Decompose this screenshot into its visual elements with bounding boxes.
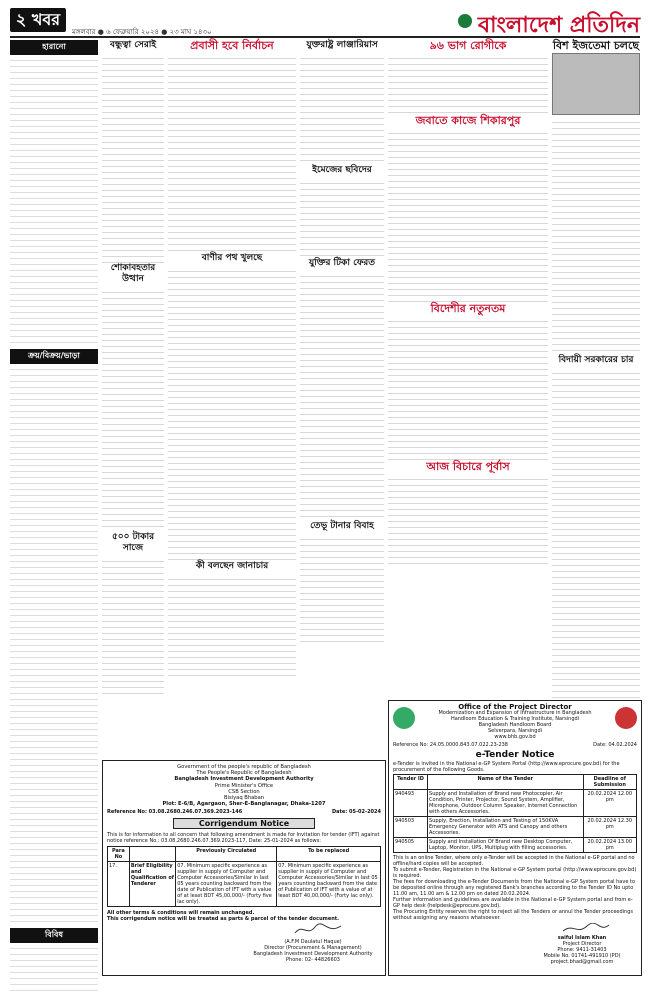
article-text <box>168 53 296 253</box>
headline: জবাতে কাজে শিকারপুর <box>415 114 521 127</box>
article-text <box>300 271 384 521</box>
classified-text-block <box>10 364 98 924</box>
etender-paragraph: The fees for downloading the e-Tender Documents from the National e-GP System portal have to be deposited online through any registered Bank's branches according to the Tender ID No upto 11.00 am, 11.00 am & 12.00 pm on dated 20.02.2024. <box>393 879 636 897</box>
newspaper-brand: বাংলাদেশ প্রতিদিন <box>477 12 640 38</box>
government-emblem-icon <box>393 707 415 729</box>
table-cell: Supply and Installation of Brand new Photocopier, Air Condition, Printer, Projector, Sound System, Amplifier, Microphone, Outdoor Column Speaker, Internet Connection with others Accessories. <box>428 790 584 817</box>
headline: ইমেজের ছবিদের <box>312 165 372 175</box>
dateline: মঙ্গলবার ● ৬ ফেব্রুয়ারি ২০২৪ ● ২৩ মাঘ ১৪৩০ <box>72 28 212 36</box>
article-text <box>552 117 640 355</box>
corrigendum-notice <box>102 760 386 976</box>
gov-line: Bangladesh Investment Development Authority <box>174 776 314 783</box>
etender-table <box>393 774 637 853</box>
signatory-name: saiful Islam Khan <box>557 935 607 941</box>
etender-notice <box>388 700 642 976</box>
article-text <box>168 266 296 561</box>
org-line: Modernization and Expansion of Infrastructure in Bangladesh <box>438 710 592 716</box>
headline: কী বলছেন জানাচার <box>195 561 269 571</box>
classified-text-block <box>10 943 98 993</box>
corrigendum-body: This is for information to all concern that following amendment is made for Invitation for tender (IFT) against notice reference No.: 03.08.2680.246.07.369.2023-117, Date: 25-01-2024 as follows: <box>107 832 380 845</box>
table-header: Previously Circulated <box>176 847 277 862</box>
org-web: www.bhb.gov.bd <box>494 734 536 740</box>
article-text <box>388 128 548 303</box>
corrigendum-table <box>107 846 381 907</box>
article-text <box>102 53 164 263</box>
org-line: Office of the Project Director <box>458 703 572 711</box>
corrigendum-foot: All other terms & conditions will remain unchanged. <box>107 910 255 917</box>
page-number: ২ খবর <box>10 8 66 32</box>
classified-heading-buy-sell: ক্রয়/বিক্রয়/ভাড়া <box>10 349 98 364</box>
etender-date: Date: 04.02.2024 <box>593 742 637 748</box>
classified-heading-misc: বিবিধ <box>10 928 98 943</box>
table-cell: Supply and Installation Of Brand new Desktop Computer, Laptop, Monitor, UPS, Multiplug with filling accessories. <box>428 838 584 853</box>
article-text <box>552 368 640 698</box>
article-text <box>300 178 384 258</box>
news-column-5 <box>388 40 548 564</box>
gov-line: Bisiyaq Bhaban <box>223 795 265 802</box>
news-column-3 <box>168 40 296 679</box>
gov-line: CSB Section <box>228 788 260 795</box>
corrigendum-title: Corrigendum Notice <box>173 818 315 829</box>
table-cell: 20.02.2024 12.00 pm <box>583 790 636 817</box>
headline: যুক্তরাষ্ট্র লাঞ্জারিয়াস <box>306 40 378 50</box>
article-text <box>168 574 296 679</box>
signature-icon <box>561 923 611 935</box>
table-row <box>394 838 637 853</box>
table-cell: 20.02.2024 13.00 pm <box>583 838 636 853</box>
table-cell: 17. <box>108 862 130 907</box>
table-cell: 07. Minimum specific experience as supplier in supply of Computer and Computer Accessories/Similar in last 05 years counting backward from the date of Publication of IFT with a value of at least BDT 45,00,000/- (Forty five lac only). <box>176 862 277 907</box>
classified-heading-lost: হারানো <box>10 40 98 55</box>
table-header: Tender ID <box>394 775 428 790</box>
table-cell: Supply, Erection, Installation and Testing of 150KVA Emergency Generator with ATS and Canopy and others Accessories. <box>428 817 584 838</box>
signatory-phone: Phone: 02- 44826603 <box>286 957 340 963</box>
article-text <box>102 287 164 532</box>
board-logo-icon <box>615 707 637 729</box>
signatory-email: project.bhad@gmail.com <box>550 959 614 965</box>
signatory-org: Bangladesh Investment Development Authority <box>253 951 373 957</box>
news-column-6 <box>552 40 640 698</box>
etender-title: e-Tender Notice <box>475 750 555 760</box>
article-text <box>388 474 548 564</box>
headline: প্রবাসী হবে নির্বাচন <box>190 39 274 52</box>
article-text <box>102 556 164 696</box>
signatory-title: Project Director <box>562 941 602 947</box>
gov-line: Government of the people's republic of Bangladesh <box>177 764 311 770</box>
org-line: Handloom Education & Training Institute, Narsingdi <box>450 716 580 722</box>
headline: বিদায়ী সরকারের চার <box>558 355 634 365</box>
table-header: To be replaced <box>277 847 381 862</box>
headline: ৫০০ টাকার সাজে <box>111 532 155 553</box>
signatory-title: Director (Procurement & Management) <box>264 945 362 951</box>
table-cell: 940493 <box>394 790 428 817</box>
headline: শোকাবহতার উত্থান <box>110 263 156 284</box>
table-header: Para No <box>108 847 130 862</box>
table-cell: 07. Minimum specific experience as supplier in supply of Computer and Computer Accessories/Similar in last 05 years counting backward from the date of Publication of IFT with a value of at least BDT 40,00,000/- (Forty lac only). <box>277 862 381 907</box>
etender-paragraph: The Procuring Entity reserves the right to reject all the Tenders or annul the Tender proceedings without assigning any reasons whatsoever. <box>393 909 633 921</box>
table-cell: 940505 <box>394 838 428 853</box>
classifieds-column <box>10 40 98 970</box>
headline: আজ বিচারে পূর্বাস <box>426 460 510 473</box>
headline: ৯৬ ভাগ রোগীকে <box>429 39 507 52</box>
etender-intro: e-Tender is invited in the National e-GP System Portal (http://www.eprocure.gov.bd) for the procurement of the following Goods. <box>393 761 620 773</box>
etender-paragraph: Further information and guidelines are available in the National e-GP System portal and from e-GP help desk (helpdesk@eprocure.gov.bd). <box>393 897 633 909</box>
table-row <box>108 862 381 907</box>
headline: বন্ধুত্বা সেরাই <box>109 40 157 50</box>
photo <box>552 53 640 115</box>
masthead <box>10 6 640 38</box>
gov-line: The People's Republic of Bangladesh <box>196 770 292 777</box>
classified-text-block <box>10 55 98 345</box>
news-column-4 <box>300 40 384 644</box>
org-line: Selverpara, Narsingdi <box>487 728 543 734</box>
headline: যুক্তির টিকা ফেরত <box>308 258 376 268</box>
corrigendum-ref: Reference No: 03.08.2680.246.07.369.2023-146 <box>107 809 243 816</box>
gov-line: Prime Minister's Office <box>214 782 274 789</box>
signature-icon <box>293 923 343 937</box>
table-cell: Brief Eligibility and Qualification of Tenderer <box>129 862 175 907</box>
headline: তেভূ টানার বিবাহ <box>310 521 374 531</box>
etender-paragraph: To submit e-Tender, Registration in the National e-GP System portal (http://www.eprocure.gov.bd) is required. <box>393 867 637 879</box>
table-row <box>394 817 637 838</box>
table-cell: 20.02.2024 12.30 pm <box>583 817 636 838</box>
table-header: Deadline of Submission <box>583 775 636 790</box>
table-cell: 940503 <box>394 817 428 838</box>
headline: বাণীর পথ খুলছে <box>201 253 263 263</box>
table-header <box>129 847 175 862</box>
article-text <box>388 53 548 115</box>
corrigendum-foot: This corrigendum notice will be treated as parts & parcel of the tender document. <box>107 916 340 923</box>
corrigendum-date: Date: 05-02-2024 <box>331 809 381 816</box>
gov-line: Plot: E-6/B, Agargaon, Sher-E-Banglanagar, Dhaka-1207 <box>162 801 326 808</box>
signatory-phone: Phone: 9411-31403 <box>557 947 607 953</box>
etender-paragraph: This is an online Tender, where only e-Tender will be accepted in the National e-GP portal and no offline/hard copies will be accepted. <box>393 855 635 867</box>
table-row <box>394 790 637 817</box>
headline: বিশ ইজতেমা চলছে <box>552 39 640 52</box>
signatory-mobile: Mobile No. 01741-491910 (PD) <box>543 953 621 959</box>
etender-ref: Reference No: 24.05.0000.843.07.022.23-238 <box>393 742 508 748</box>
headline: বিদেশীর নতুনতম <box>430 302 506 315</box>
table-header: Name of the Tender <box>428 775 584 790</box>
article-text <box>300 534 384 644</box>
news-column-2 <box>102 40 164 696</box>
signatory-name: (A.F.M Daulatul Haque) <box>284 939 342 945</box>
article-text <box>300 53 384 165</box>
org-line: Bangladesh Handloom Board <box>478 722 552 728</box>
brand-logo-icon <box>458 14 472 28</box>
article-text <box>388 316 548 461</box>
